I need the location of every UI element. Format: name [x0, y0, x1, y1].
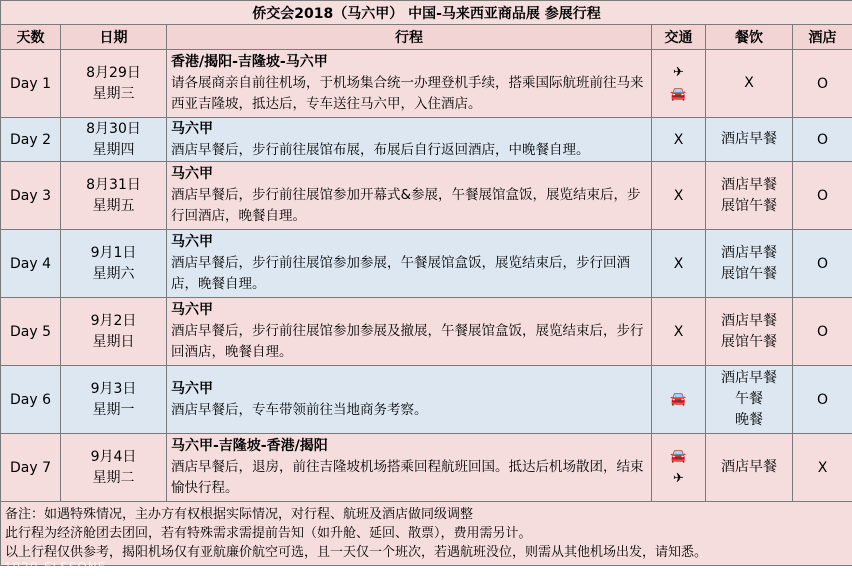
day-cell: Day 3 — [1, 162, 61, 230]
transport-cell — [652, 366, 706, 434]
hotel-cell: O — [793, 118, 852, 162]
itinerary-row — [1, 118, 852, 162]
route-city: 马六甲 — [171, 302, 213, 318]
weekday-text: 星期三 — [92, 85, 135, 102]
meals-cell — [706, 50, 793, 118]
route-city: 马六甲 — [171, 166, 213, 182]
header-meals: 餐饮 — [706, 25, 793, 50]
note-reference: 以上行程仅供参考，揭阳机场仅有亚航廉价航空可选，且一天仅一个班次，若遇航班没位，则需从其他机场出发，请知悉。 — [5, 545, 708, 560]
transport-cell: X — [652, 230, 706, 298]
day-cell: Day 7 — [1, 434, 61, 502]
route-cell — [167, 434, 652, 502]
weekday-text: 星期五 — [92, 197, 135, 214]
meal-item: X — [744, 75, 754, 91]
header-date: 日期 — [61, 25, 167, 50]
itinerary-row — [1, 434, 852, 502]
transport-cell — [652, 50, 706, 118]
route-cell — [167, 298, 652, 366]
route-cell — [167, 230, 652, 298]
day-cell: Day 4 — [1, 230, 61, 298]
date-text: 8月29日 — [86, 64, 141, 81]
hotel-cell: O — [793, 50, 852, 118]
route-description: 酒店早餐后，步行前往展馆参加开幕式&参展，午餐展馆盒饭，展览结束后，步行回酒店，晚餐自理。 — [171, 187, 641, 224]
weekday-text: 星期日 — [92, 333, 135, 350]
transport-cell: X — [652, 118, 706, 162]
meal-item: 酒店早餐 — [721, 370, 777, 386]
itinerary-row — [1, 162, 852, 230]
route-description: 酒店早餐后，步行前往展馆参加参展及撤展，午餐展馆盒饭，展览结束后，步行回酒店，晚餐自理。 — [171, 323, 644, 360]
date-cell — [61, 298, 167, 366]
route-description: 酒店早餐后，专车带领前往当地商务考察。 — [171, 401, 428, 418]
route-description: 酒店早餐后，步行前往展馆布展，布展后自行返回酒店，中晚餐自理。 — [171, 141, 590, 158]
route-city: 马六甲 — [171, 234, 213, 250]
watermark-text: 1920-ELSSONE — [4, 560, 107, 574]
header-row — [1, 25, 852, 50]
note-remark: 备注：如遇特殊情况，主办方有权根据实际情况，对行程、航班及酒店做同级调整 — [5, 507, 474, 522]
meal-item: 午餐 — [735, 391, 763, 407]
meal-item: 酒店早餐 — [721, 244, 777, 261]
day-cell: Day 5 — [1, 298, 61, 366]
itinerary-row — [1, 50, 852, 118]
itinerary-rows — [1, 50, 852, 502]
meals-cell — [706, 162, 793, 230]
meals-cell — [706, 118, 793, 162]
weekday-text: 星期二 — [92, 469, 135, 486]
meal-item: 展馆午餐 — [721, 265, 777, 282]
car-icon: 🚘 — [670, 86, 687, 102]
date-text: 9月1日 — [90, 244, 137, 261]
route-city: 香港/揭阳-吉隆坡-马六甲 — [171, 54, 328, 70]
date-text: 8月30日 — [86, 120, 141, 137]
day-cell: Day 1 — [1, 50, 61, 118]
route-city: 马六甲 — [171, 120, 213, 137]
weekday-text: 星期四 — [92, 141, 135, 158]
date-cell — [61, 162, 167, 230]
itinerary-row — [1, 366, 852, 434]
date-text: 9月2日 — [90, 312, 137, 329]
meals-cell — [706, 298, 793, 366]
day-cell: Day 2 — [1, 118, 61, 162]
route-description: 酒店早餐后，步行前往展馆参加参展，午餐展馆盒饭，展览结束后，步行回酒店，晚餐自理。 — [171, 255, 630, 292]
route-city: 马六甲 — [171, 380, 213, 397]
meals-cell — [706, 230, 793, 298]
route-cell — [167, 366, 652, 434]
weekday-text: 星期一 — [92, 401, 135, 418]
date-cell — [61, 50, 167, 118]
route-city: 马六甲-吉隆坡-香港/揭阳 — [171, 438, 328, 454]
weekday-text: 星期六 — [92, 265, 135, 282]
date-cell — [61, 230, 167, 298]
hotel-cell: O — [793, 298, 852, 366]
date-cell — [61, 434, 167, 502]
route-cell — [167, 162, 652, 230]
day-cell: Day 6 — [1, 366, 61, 434]
header-day: 天数 — [1, 25, 61, 50]
hotel-cell: O — [793, 230, 852, 298]
meal-item: 展馆午餐 — [721, 333, 777, 350]
meals-cell — [706, 366, 793, 434]
note-economy: 此行程为经济舱团去团回，若有特殊需求需提前告知（如升舱、延回、散票），费用需另计。 — [5, 526, 532, 541]
route-cell — [167, 118, 652, 162]
plane-icon: ✈ — [673, 470, 684, 486]
notes-cell — [1, 502, 852, 566]
date-cell — [61, 118, 167, 162]
meal-item: 晚餐 — [735, 412, 763, 428]
hotel-cell: O — [793, 366, 852, 434]
itinerary-row — [1, 230, 852, 298]
route-description: 酒店早餐后，退房，前往吉隆坡机场搭乘回程航班回国。抵达后机场散团，结束愉快行程。 — [171, 459, 644, 496]
itinerary-row — [1, 298, 852, 366]
transport-cell: X — [652, 162, 706, 230]
meal-item: 酒店早餐 — [721, 312, 777, 329]
header-itinerary: 行程 — [167, 25, 652, 50]
header-transport: 交通 — [652, 25, 706, 50]
page-title: 侨交会2018（马六甲） 中国-马来西亚商品展 参展行程 — [1, 1, 852, 25]
date-text: 8月31日 — [86, 176, 141, 193]
date-text: 9月3日 — [90, 380, 137, 397]
meals-cell — [706, 434, 793, 502]
transport-cell: X — [652, 298, 706, 366]
hotel-cell: O — [793, 162, 852, 230]
route-description: 请各展商亲自前往机场，于机场集合统一办理登机手续，搭乘国际航班前往马来西亚吉隆坡，抵达后，专车送往马六甲，入住酒店。 — [171, 75, 644, 112]
car-icon: 🚘 — [670, 448, 687, 464]
notes-row — [1, 502, 852, 566]
header-hotel: 酒店 — [793, 25, 852, 50]
route-cell — [167, 50, 652, 118]
meal-item: 酒店早餐 — [721, 176, 777, 193]
hotel-cell: X — [793, 434, 852, 502]
title-row — [1, 1, 852, 25]
date-text: 9月4日 — [90, 448, 137, 465]
meal-item: 酒店早餐 — [721, 131, 777, 147]
meal-item: 酒店早餐 — [721, 459, 777, 475]
car-icon: 🚘 — [670, 391, 687, 407]
meal-item: 展馆午餐 — [721, 197, 777, 214]
transport-cell — [652, 434, 706, 502]
plane-icon: ✈ — [673, 64, 684, 80]
date-cell — [61, 366, 167, 434]
